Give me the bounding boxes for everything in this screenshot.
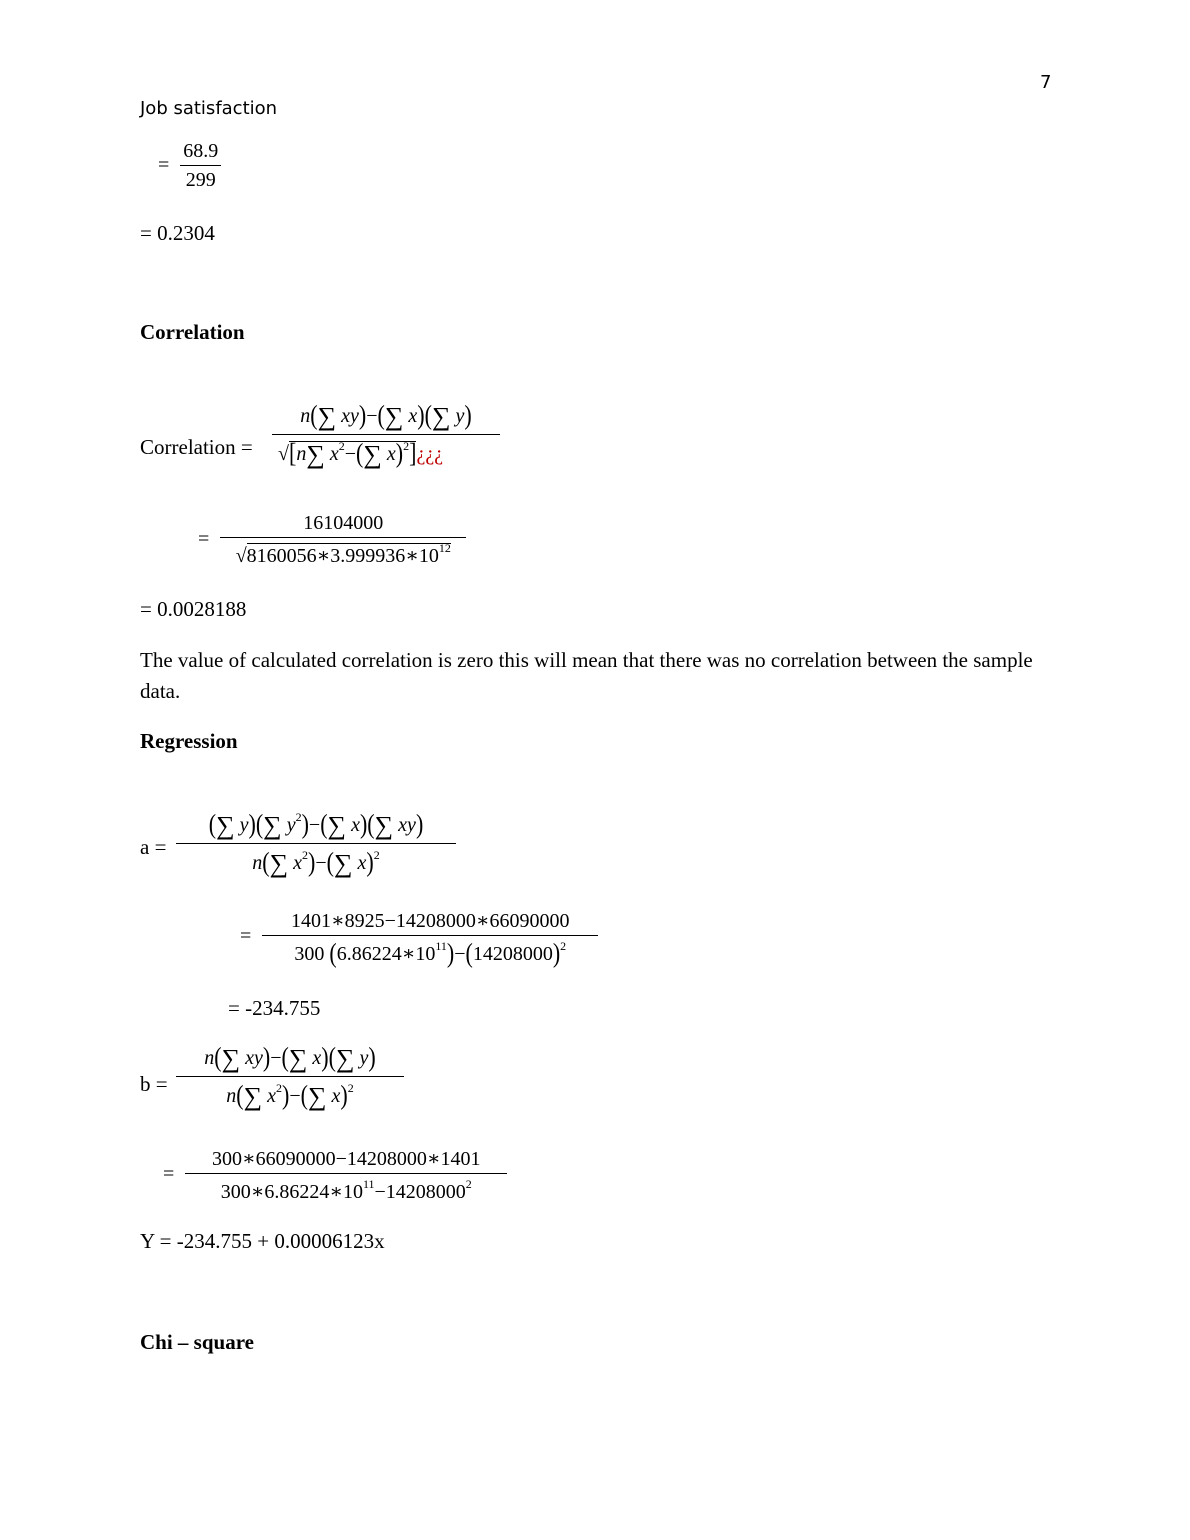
variance-result: = 0.2304 xyxy=(140,221,215,245)
running-header: Job satisfaction xyxy=(140,98,278,119)
b-sub-numerator: 300∗66090000−14208000∗1401 xyxy=(185,1146,507,1174)
a-formula-denominator: n(∑ $x^2)-(\sum$ x)$^2$ xyxy=(252,845,380,878)
a-formula-numerator: (∑ y)(∑ $y^2)-(\sum$ x)(∑ xy) xyxy=(208,807,424,840)
a-formula xyxy=(176,807,456,879)
correlation-interpretation: The value of calculated correlation is zero this will mean that there was no correlation between the sample data. xyxy=(140,648,1033,703)
correlation-heading: Correlation xyxy=(140,320,245,344)
regression-heading: Regression xyxy=(140,729,238,753)
correlation-sub-numerator: 16104000 xyxy=(220,512,466,538)
page-number: 7 xyxy=(1040,72,1052,93)
correlation-formula xyxy=(272,398,500,470)
a-substitution: = $\frac{1401∗8925-14208000∗66090000}{300 (6.86224∗10^{11})-(14208000)^2}$ xyxy=(240,908,598,966)
correlation-result: = 0.0028188 xyxy=(140,597,247,621)
a-sub-numerator: 1401∗8925−14208000∗66090000 xyxy=(262,908,598,936)
a-sub-denominator: 300 $(6.86224∗10^{11})-(14208000)^2$ xyxy=(294,936,567,968)
b-formula-numerator: n(∑ xy)−(∑ x)(∑ y) xyxy=(204,1040,376,1073)
a-label: a = xyxy=(140,835,167,859)
correlation-formula-numerator: n(∑ xy)−(∑ x)(∑ y) xyxy=(300,398,472,431)
b-formula-denominator: n(∑ $x^2)-(\sum$ x)$^2$ xyxy=(226,1078,354,1111)
b-label: b = xyxy=(140,1072,168,1096)
b-substitution: = $\frac{300∗66090000-14208000∗1401}{300∗6.86224∗10^{11}-14208000^2}$ xyxy=(163,1146,507,1204)
correlation-substitution: = $\frac{16104000}{√8160056∗3.999936∗10^{12}}$ xyxy=(198,512,466,568)
a-result: = -234.755 xyxy=(228,996,321,1020)
correlation-formula-denominator: √[n∑ $x^2-(\sum$ x)$^2$]¿¿¿ xyxy=(278,436,444,469)
b-sub-denominator: $300∗6.86224∗10^{11}-14208000^2$ xyxy=(220,1177,472,1203)
b-formula xyxy=(176,1040,404,1112)
correlation-label: Correlation = xyxy=(140,435,253,459)
regression-equation: Y = -234.755 + 0.00006123x xyxy=(140,1229,385,1253)
variance-denominator: 299 xyxy=(185,169,216,191)
chi-square-heading: Chi – square xyxy=(140,1330,254,1354)
correlation-sub-denominator: 8160056∗3.999936∗10 xyxy=(246,545,439,567)
variance-numerator: 68.9 xyxy=(180,140,221,166)
variance-fraction: = $\frac{68.9}{299}$ xyxy=(158,140,221,192)
